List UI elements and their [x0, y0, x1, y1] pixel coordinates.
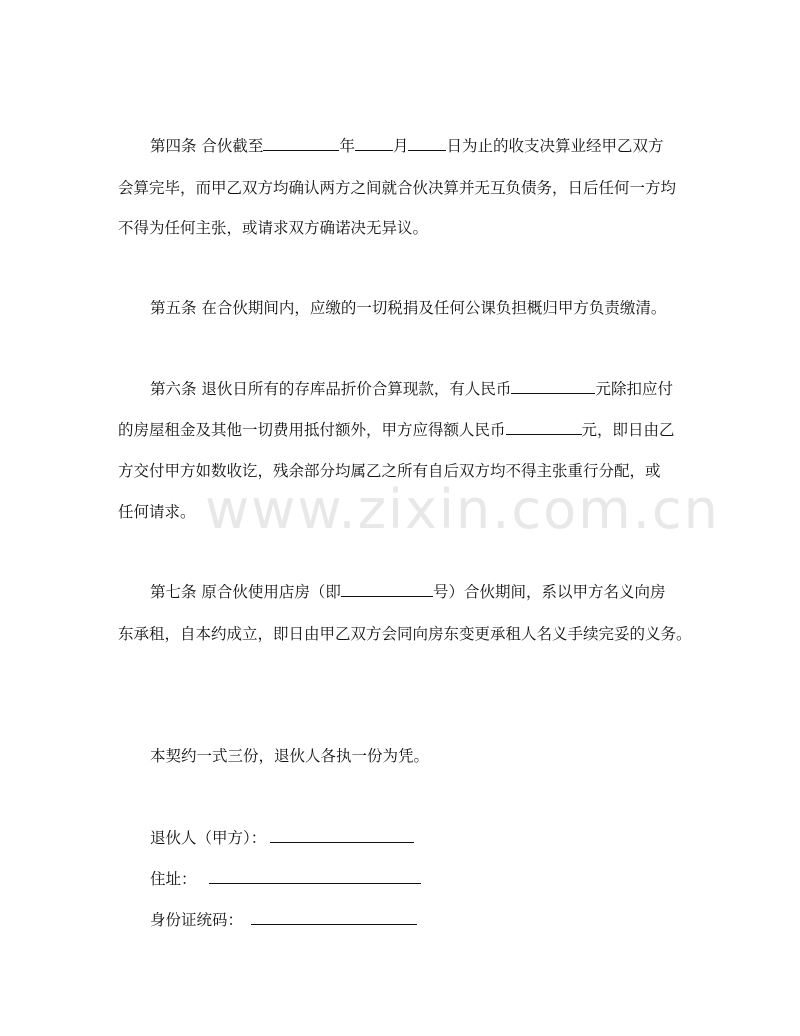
date-day-blank[interactable]: [408, 136, 446, 151]
article-6-line-1: [150, 379, 673, 399]
party-a-name-blank[interactable]: [270, 828, 414, 843]
article-6-text-a: 第六条 退伙日所有的存库品折价合算现款，有人民币: [150, 380, 512, 398]
article-7-text-b: 号）合伙期间，系以甲方名义向房: [432, 583, 666, 601]
article-7-line-2: 东承租，自本约成立，即日由甲乙双方会同向房东变更承租人名义手续完妥的义务。: [118, 625, 692, 643]
article-6-text-d: 元，即日由乙: [581, 421, 675, 439]
article-4-text-b: 年: [339, 137, 355, 155]
address-label: 住址：: [150, 870, 197, 888]
article-4-text-c: 月: [392, 137, 409, 155]
watermark: www.zixin.com.cn: [205, 478, 720, 541]
article-6-line-3: 方交付甲方如数收讫，残余部分均属乙之所有自后双方均不得主张重行分配，或: [118, 462, 661, 480]
article-4-text-a: 第四条 合伙截至: [150, 137, 264, 155]
party-a-label: 退伙人（甲方）：: [150, 829, 267, 847]
article-6-text-b: 元除扣应付: [595, 380, 673, 398]
id-number-row: [150, 910, 417, 930]
shop-number-blank[interactable]: [341, 582, 433, 597]
id-number-blank[interactable]: [251, 910, 417, 925]
date-month-blank[interactable]: [355, 136, 393, 151]
article-7-line-1: [150, 582, 665, 602]
closing-statement: 本契约一式三份，退伙人各执一份为凭。: [150, 747, 430, 765]
article-4-line-2: 会算完毕，而甲乙双方均确认两方之间就合伙决算并无互负债务，日后任何一方均: [118, 179, 677, 197]
rmb-amount-blank-2[interactable]: [506, 420, 582, 435]
address-row: [150, 869, 421, 889]
article-4-line-3: 不得为任何主张，或请求双方确诺决无异议。: [118, 219, 429, 237]
article-6-text-c: 的房屋租金及其他一切费用抵付额外，甲方应得额人民币: [118, 421, 506, 439]
article-4-text-d: 日为止的收支决算业经甲乙双方: [446, 137, 664, 155]
article-4-line-1: [150, 136, 663, 156]
article-5-line-1: 第五条 在合伙期间内，应缴的一切税捐及任何公课负担概归甲方负责缴清。: [150, 299, 667, 317]
party-a-signature-row: [150, 828, 414, 848]
article-7-text-a: 第七条 原合伙使用店房（即: [150, 583, 341, 601]
id-number-label: 身份证统码：: [150, 911, 244, 929]
address-blank[interactable]: [209, 869, 421, 884]
article-6-line-4: 任何请求。: [118, 503, 196, 521]
rmb-amount-blank-1[interactable]: [511, 379, 595, 394]
date-year-blank[interactable]: [263, 136, 339, 151]
article-6-line-2: [118, 420, 675, 440]
